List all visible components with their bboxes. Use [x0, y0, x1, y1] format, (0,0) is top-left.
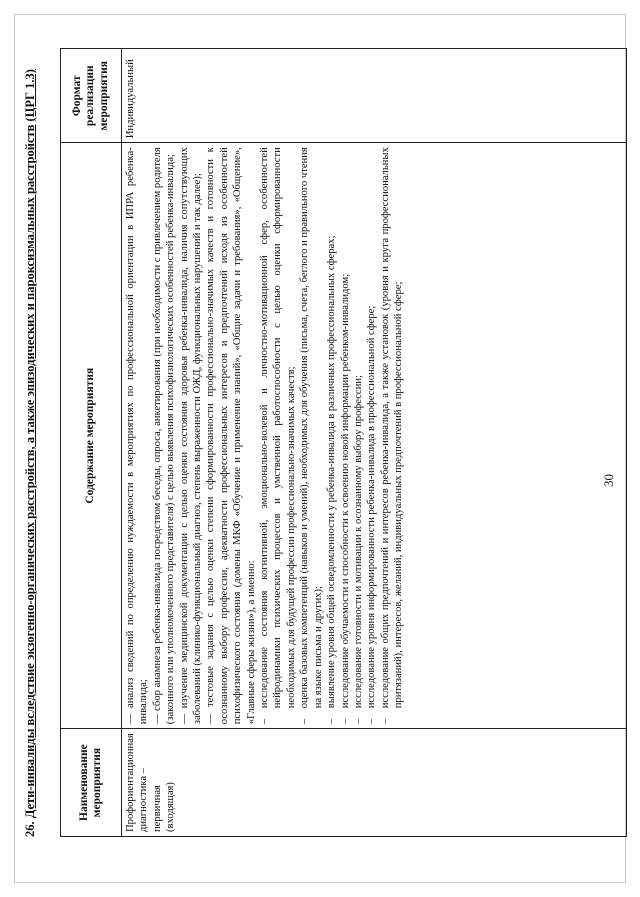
- header-name: Наименование мероприятия: [61, 729, 122, 837]
- list-item: [258, 147, 298, 724]
- list-item-text: выявление уровня общей осведомленности у ребенка-инвалида в различных профессиональных сферах;: [326, 235, 338, 709]
- format-text: Индивидуальный: [125, 59, 136, 139]
- table-row: [122, 49, 627, 837]
- list-item: [298, 147, 325, 724]
- heading-code: (ЦРГ 1.3): [23, 69, 37, 122]
- page-number: 30: [601, 474, 616, 487]
- measure-name-text: Профориентационная диагностика – первичная (входящая): [125, 733, 177, 832]
- cell-measure-content: [122, 143, 627, 729]
- header-format: Формат реализации мероприятия: [61, 49, 122, 143]
- measures-table: [60, 48, 627, 837]
- content-paragraph: — сбор анамнеза ребенка-инвалида посредством беседы, опроса, анкетирования (при необходимости с привлечением родителя (законного или уполномоченного представителя) с целью выявления психофизиологических особенностей ребенка-инвалида;: [151, 147, 177, 725]
- list-marker: –: [366, 718, 378, 725]
- content-paragraph: — тестовые задания с целью оценки степени сформированности профессионально-значимых качеств и готовности к осознанному выбору профессии, адекватности профессиональных интересов и предпочтений исходя из особенностей психофизического состояния (домены МКФ «Обучение и применение знаний», «Общие задачи и требования», «Общение», «Главные сферы жизни»), а именно:: [205, 147, 257, 725]
- section-heading: [22, 47, 38, 837]
- list-marker: –: [326, 718, 338, 725]
- list-item-text: исследование уровня информированности ребенка-инвалида в профессиональной сфере;: [366, 305, 378, 709]
- cell-format: [122, 49, 627, 143]
- heading-number: 26.: [23, 821, 37, 837]
- header-content: Содержание мероприятия: [61, 143, 122, 729]
- cell-measure-name: [122, 729, 627, 837]
- list-item: [379, 147, 406, 724]
- heading-title: Дети-инвалиды вследствие экзогенно-органических расстройств, а также эпизодических и пароксизмальных расстройств: [23, 124, 37, 819]
- list-marker: –: [339, 718, 351, 725]
- list-item: [325, 147, 338, 724]
- list-item-text: оценка базовых компетенций (навыков и умений), необходимых для обучения (письма, счета, беглого и правильного чтения на языке письма и других);: [299, 147, 324, 709]
- content-paragraph: — анализ сведений по определению нуждаемости в мероприятиях по профессиональной ориентации в ИПРА ребенка-инвалида;: [125, 147, 150, 725]
- list-marker: –: [379, 718, 391, 725]
- list-marker: –: [259, 718, 271, 725]
- list-item-text: исследование обучаемости и способности к освоению новой информации ребенком-инвалидом;: [339, 273, 351, 709]
- list-item: [365, 147, 378, 724]
- list-item-text: исследование общих предпочтений и интересов ребенка-инвалида, а также установок (уровня и круга профессиональных притязаний), интересов, желаний, индивидуальных предпочтений в профессиональной сфере;: [379, 147, 405, 709]
- list-item: [339, 147, 352, 724]
- list-item: [352, 147, 365, 724]
- content-paragraph: — изучение медицинской документации с целью оценки состояния здоровья ребенка-инвалида, наличия сопутствующих заболеваний (клинико-функциональный диагноз, степень выраженности ОЖД, функциональных нарушений и так далее);: [178, 147, 204, 725]
- list-marker: –: [299, 718, 311, 725]
- list-marker: –: [352, 718, 364, 725]
- list-item-text: исследование готовности и мотивации к осознанному выбору профессии;: [352, 375, 364, 709]
- list-item-text: исследование состояния когнитивной, эмоционально-волевой и личностно-мотивационной сфер, особенностей нейродинамики психических процессов и умственной работоспособности с целью оценки сформированности необходимых для будущей профессии профессионально-значимых качеств;: [259, 147, 297, 709]
- table-header-row: [61, 49, 122, 837]
